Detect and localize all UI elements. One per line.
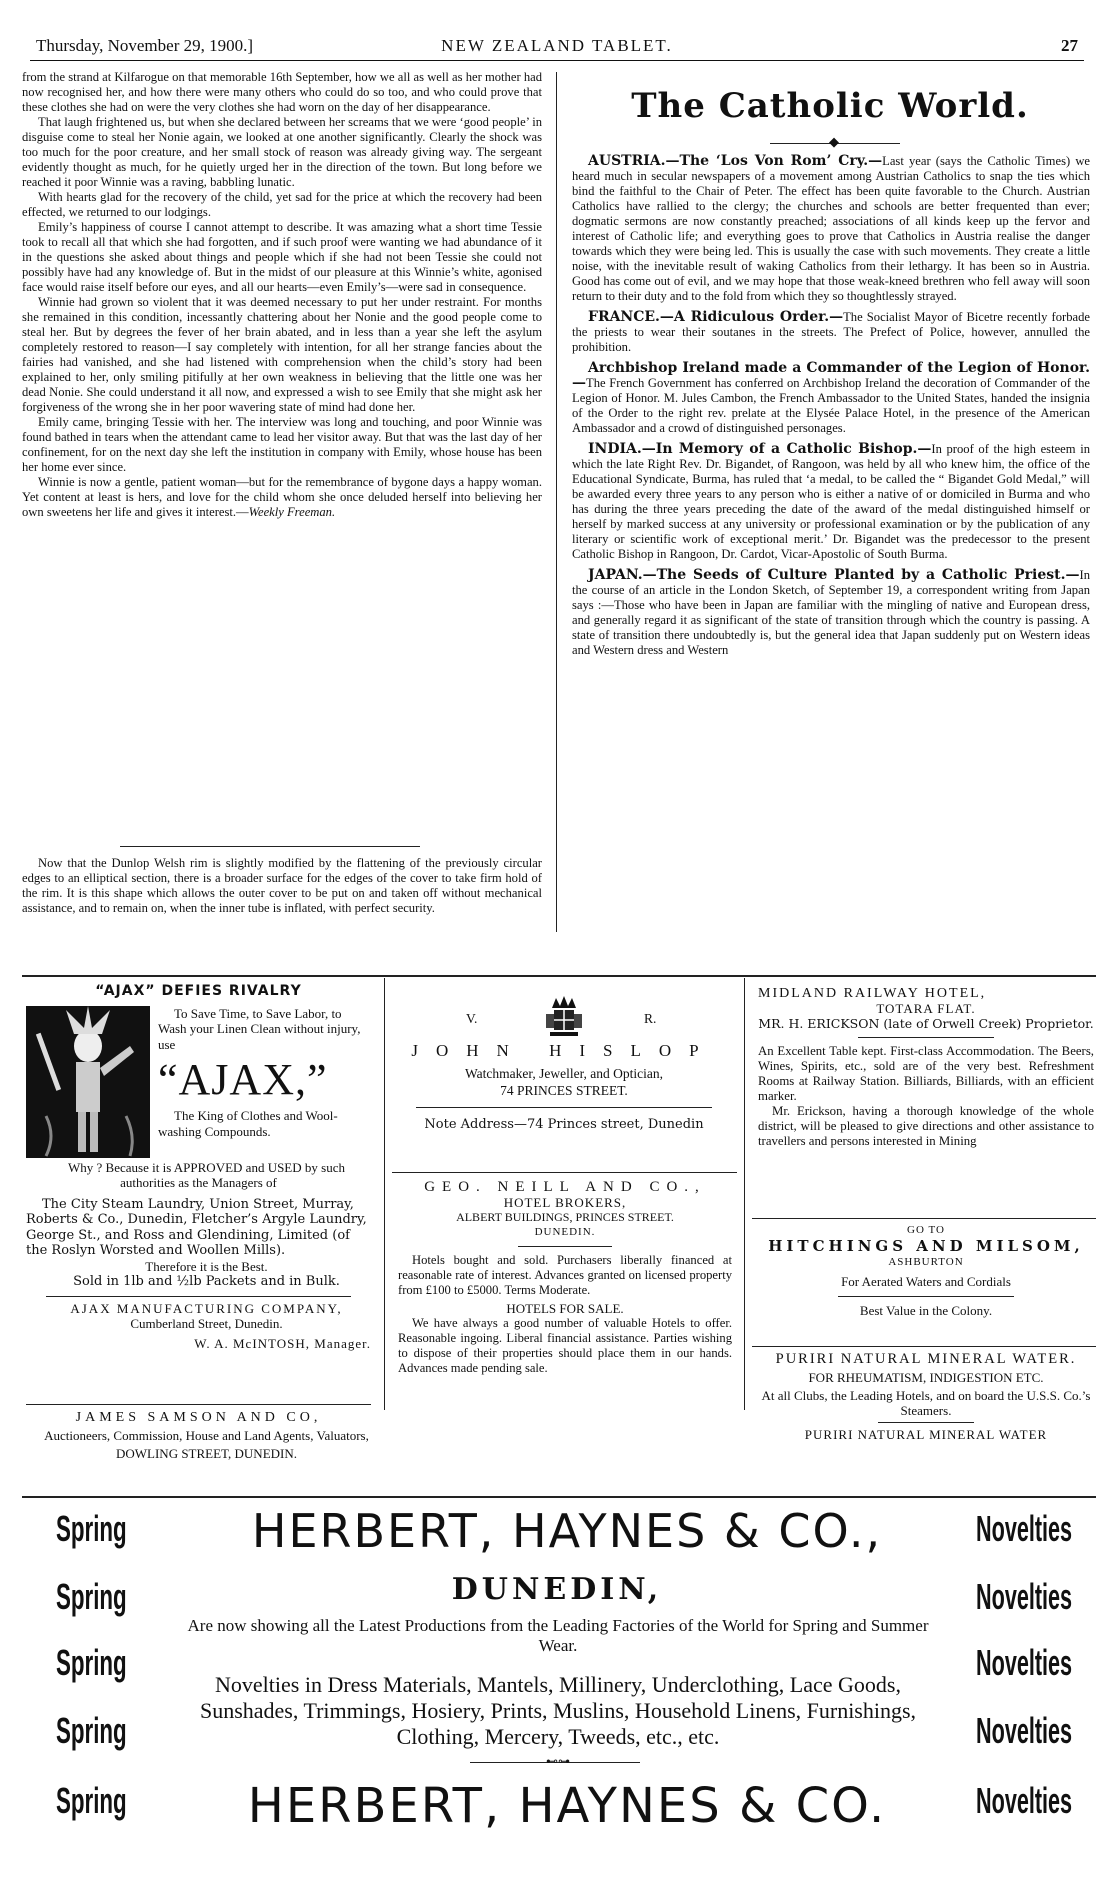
story-paragraph: That laugh frightened us, but when she declared between her screams that we were ‘good people’ in disguise come to steal her Nonie again, we looked at one another significantly. Clearly the shock was too much for the poor creature, and her small stock of reason was already giving way. The sergeant evidently thought as much, for he quietly urged her in the direction of the town. But long before we reached it poor Winnie was a raving, babbling lunatic. xyxy=(22,115,542,189)
news-body: The Socialist Mayor of Bicetre recently forbade the priests to wear their soutanes in the streets. The Prefect of Police, however, annulled the prohibition. xyxy=(572,310,1090,354)
news-heading: AUSTRIA.—The ‘Los Von Rom’ Cry.— xyxy=(588,153,883,169)
hitchings-best: Best Value in the Colony. xyxy=(859,1303,993,1318)
novelties-label: Novelties xyxy=(975,1508,1072,1549)
news-body: In the course of an article in the London Sketch, of September 19, a correspondent writing from Japan says :—Those who have been in Japan are familiar with the mingling of native and European dress, and generally regard it as significant of the state of transition through which the country is passing. A state of transition there undoubtedly is, but the general idea that Japan suddenly put on Western ideas and Western dress and Western xyxy=(572,568,1090,657)
midland-place: TOTARA FLAT. xyxy=(876,1001,976,1016)
samson-name: JAMES SAMSON AND CO, xyxy=(75,1410,322,1425)
ajax-tagline: The King of Clothes and Wool-washing Compounds. xyxy=(158,1108,338,1139)
ajax-users: The City Steam Laundry, Union Street, Murray, Roberts & Co., Dunedin, Fletcher’s Argyle Laundry, George St., and Ross and Glendining, Limited (of the Roslyn Worsted and Woollen Mills). xyxy=(26,1196,367,1258)
hislop-trade: Watchmaker, Jeweller, and Optician, xyxy=(465,1066,663,1081)
news-heading: Archbishop Ireland made a Commander of the Legion of Honor.— xyxy=(572,360,1090,391)
puriri-name: PURIRI NATURAL MINERAL WATER. xyxy=(775,1351,1077,1367)
dunlop-text: Now that the Dunlop Welsh rim is slightly modified by the flattening of the previously circular edges to an elliptical section, there is a broader surface for the edges of the cover to take firm hold of the rim. It is this shape which allows the outer cover to be put on and taken off without mechanical assistance, and to remain on, when the inner tube is inflated, with perfect security. xyxy=(22,856,542,915)
hitchings-goto: GO TO xyxy=(907,1224,945,1236)
puriri-for: FOR RHEUMATISM, INDIGESTION ETC. xyxy=(808,1370,1044,1385)
neill-name: GEO. NEILL AND CO., xyxy=(424,1179,706,1195)
ajax-brand: “AJAX,” xyxy=(158,1055,328,1104)
ajax-intro: To Save Time, to Save Labor, to Wash your Linen Clean without injury, use xyxy=(158,1005,361,1052)
issue-date: Thursday, November 29, 1900.] xyxy=(36,36,254,55)
ajax-address: Cumberland Street, Dunedin. xyxy=(130,1316,283,1331)
midland-owner: MR. H. ERICKSON (late of Orwell Creek) Proprietor. xyxy=(758,1016,1094,1031)
story-paragraph: from the strand at Kilfarogue on that memorable 16th September, how we all as well as her mother had now recognised her, and how there were many others who could do so too, and who could prove that these clothes she had on were the very clothes she had worn on the day of her disappearance. xyxy=(22,70,542,114)
samson-services: Auctioneers, Commission, House and Land Agents, Valuators, xyxy=(44,1428,369,1443)
hitchings-name: HITCHINGS AND MILSOM, xyxy=(768,1237,1084,1255)
hislop-name: JOHN HISLOP xyxy=(411,1041,717,1060)
story-source: Weekly Freeman. xyxy=(248,505,336,519)
hitchings-place: ASHBURTON xyxy=(888,1256,964,1268)
midland-name: MIDLAND RAILWAY HOTEL, xyxy=(758,986,987,1001)
haynes-footer: HERBERT, HAYNES & CO. xyxy=(247,1778,887,1834)
novelties-label: Novelties xyxy=(975,1780,1072,1821)
news-heading: FRANCE.—A Ridiculous Order.— xyxy=(588,309,844,325)
hitchings-line: For Aerated Waters and Cordials xyxy=(841,1274,1011,1289)
publication-title: NEW ZEALAND TABLET. xyxy=(441,36,673,55)
novelties-label: Novelties xyxy=(975,1642,1072,1683)
ajax-manager: W. A. McINTOSH, Manager. xyxy=(194,1335,371,1351)
story-paragraph: Emily’s happiness of course I cannot attempt to describe. It was amazing what a short time Tessie took to recall all that which she had forgotten, and if such proof were wanting we had abundance of it in the questions she asked about things and people which if she had not been Tessie she could not possibly have had any knowledge of. But in the midst of our pleasure at this Winnie’s white, agonised face would raise itself before our eyes, and all our hearts—even Emily’s—were sad in consequence. xyxy=(22,220,542,294)
novelties-label: Novelties xyxy=(975,1710,1072,1751)
midland-body2: Mr. Erickson, having a thorough knowledge of the whole district, will be pleased to give directions and other assistance to travellers and persons interested in Mining xyxy=(758,1104,1094,1148)
story-paragraph: Emily came, bringing Tessie with her. The interview was long and touching, and poor Winnie was found bathed in tears when the attendant came to lead her visitor away. But that was the last day of her confinement, for on the next day she left the institution in company with Emily, whose house has been her home ever since. xyxy=(22,415,542,474)
puriri-line: At all Clubs, the Leading Hotels, and on board the U.S.S. Co.’s Steamers. xyxy=(761,1388,1091,1418)
haynes-line1: Are now showing all the Latest Productions from the Leading Factories of the World for Spring and Summer Wear. xyxy=(187,1616,929,1655)
neill-body2: We have always a good number of valuable Hotels to offer. Reasonable ingoing. Liberal financial assistance. Parties wishing to dispose of their properties should place them in our hands. Advances made pending sale. xyxy=(398,1316,732,1375)
ajax-therefore: Therefore it is the Best. xyxy=(145,1258,268,1274)
story-paragraph: Winnie had grown so violent that it was deemed necessary to put her under restraint. For months she remained in this condition, incessantly chattering about her Nonie and the good people come to steal her. But by degrees the fever of her brain abated, and in less than a year she left the asylum completely restored to reason—I say completely with intention, for all her strange fancies about the fairies had vanished, and she had listened with comprehension when the child’s story had been explained to her, only smiling pitifully at her own weakness in believing that the little one was her dead Nonie. She could understand it all now, and expressed a wish to see Emily that she might ask her forgiveness of the wrong she in her poor wavering state of mind had done her. xyxy=(22,295,542,414)
ajax-why: Why ? Because it is APPROVED and USED by such authorities as the Managers of xyxy=(68,1159,345,1190)
spring-label: Spring xyxy=(56,1710,127,1751)
neill-body: Hotels bought and sold. Purchasers liberally financed at reasonable rate of interest. Advances granted on licensed property from £100 to £5000. Terms Moderate. xyxy=(398,1253,732,1297)
page-number: 27 xyxy=(1061,36,1078,55)
neill-trade: HOTEL BROKERS, xyxy=(503,1195,627,1210)
haynes-city: DUNEDIN, xyxy=(451,1572,663,1607)
spring-label: Spring xyxy=(56,1508,127,1549)
midland-body: An Excellent Table kept. First-class Accommodation. The Beers, Wines, Spirits, etc., sold are of the very best. Refreshment Rooms at Railway Station. Billiards, Billiards, with an efficient marker. xyxy=(758,1044,1094,1103)
ajax-company: AJAX MANUFACTURING COMPANY, xyxy=(70,1300,343,1316)
novelties-label: Novelties xyxy=(975,1576,1072,1617)
haynes-line2: Novelties in Dress Materials, Mantels, Millinery, Underclothing, Lace Goods, Sunshades, Trimmings, Hosiery, Prints, Muslins, Household Linens, Furnishings, Clothing, Mercery, Tweeds, etc., etc. xyxy=(199,1672,917,1749)
neill-address: ALBERT BUILDINGS, PRINCES STREET. xyxy=(456,1210,674,1224)
ajax-sold: Sold in 1lb and ½lb Packets and in Bulk. xyxy=(73,1274,340,1289)
news-body: The French Government has conferred on Archbishop Ireland the decoration of Commander of the Legion of Honor. M. Jules Cambon, the French Ambassador to the United States, handed the insignia of the Order to the right rev. prelate at the Elysée Palace Hotel, in the presence of the American Ambassador and a crowd of distinguished personages. xyxy=(572,376,1090,435)
spring-label: Spring xyxy=(56,1642,127,1683)
hislop-address: 74 PRINCES STREET. xyxy=(500,1083,628,1098)
story-paragraph: With hearts glad for the recovery of the child, yet sad for the price at which the recovery had been effected, we returned to our lodgings. xyxy=(22,190,542,219)
puriri-footer: PURIRI NATURAL MINERAL WATER xyxy=(804,1427,1048,1442)
title-ornament-icon: ◆ xyxy=(829,134,839,149)
hislop-v: V. xyxy=(466,1011,478,1026)
samson-address: DOWLING STREET, DUNEDIN. xyxy=(115,1446,297,1461)
neill-city: DUNEDIN. xyxy=(534,1226,596,1238)
ajax-headline: “AJAX” DEFIES RIVALRY xyxy=(95,983,302,999)
spring-label: Spring xyxy=(56,1780,127,1821)
news-heading: INDIA.—In Memory of a Catholic Bishop.— xyxy=(588,441,932,457)
catholic-world-title: The Catholic World. xyxy=(631,86,1029,126)
hislop-r: R. xyxy=(644,1011,657,1026)
hislop-note: Note Address—74 Princes street, Dunedin xyxy=(424,1117,704,1132)
ornament-icon: ⊷⊶ xyxy=(546,1754,570,1768)
story-last-text: Winnie is now a gentle, patient woman—but for the remembrance of bygone days a happy woman. Yet content at least is hers, and love for the child whom she once deluded herself into believing her own sweetens her life and gives it interest.— xyxy=(22,475,542,519)
news-body: In proof of the high esteem in which the late Right Rev. Dr. Bigandet, of Rangoon, was held by all who knew him, the office of the Educational Syndicate, Burma, has ruled that ‘a medal, to be called the “ Bigandet Gold Medal,” will be awarded every three years to any person who is either a native of or domiciled in Burma and who has during the three years preceding the date of the award of the medal distinguished himself or herself by marked success at any university or professional examination or by the publication of any literary or scientific work of exceptional merit.’ Dr. Bigandet was the predecessor to the present Catholic Bishop in Rangoon, Dr. Cardot, Vicar-Apostolic of South Burma. xyxy=(572,442,1090,561)
haynes-title: HERBERT, HAYNES & CO., xyxy=(251,1504,883,1558)
news-heading: JAPAN.—The Seeds of Culture Planted by a Catholic Priest.— xyxy=(588,567,1080,583)
spring-label: Spring xyxy=(56,1576,127,1617)
news-body: Last year (says the Catholic Times) we heard much in secular newspapers of a movement among Austrian Catholics to snap the ties which bind the faithful to the Chair of Peter. The effect has been quite favorable to the Church. Austrian Catholics have rallied to the clergy; the churches and schools are better frequented than ever; dogmatic sermons are now constantly preached; associations of all kinds keep up the fervor and interest of Catholic life; and everything goes to prove that Catholics in Austria realise the danger towards which they were being led. This is usually the case with such movements. They create a little noise, with the inevitable result of waking Catholics from their lethargy. It has been so in Austria. Good has come out of evil, and we may hope that those weak-kneed brethren who fell away will soon return to their duty and to the fold from which they so thoughtlessly strayed. xyxy=(572,154,1090,303)
neill-sub: HOTELS FOR SALE. xyxy=(506,1301,624,1316)
